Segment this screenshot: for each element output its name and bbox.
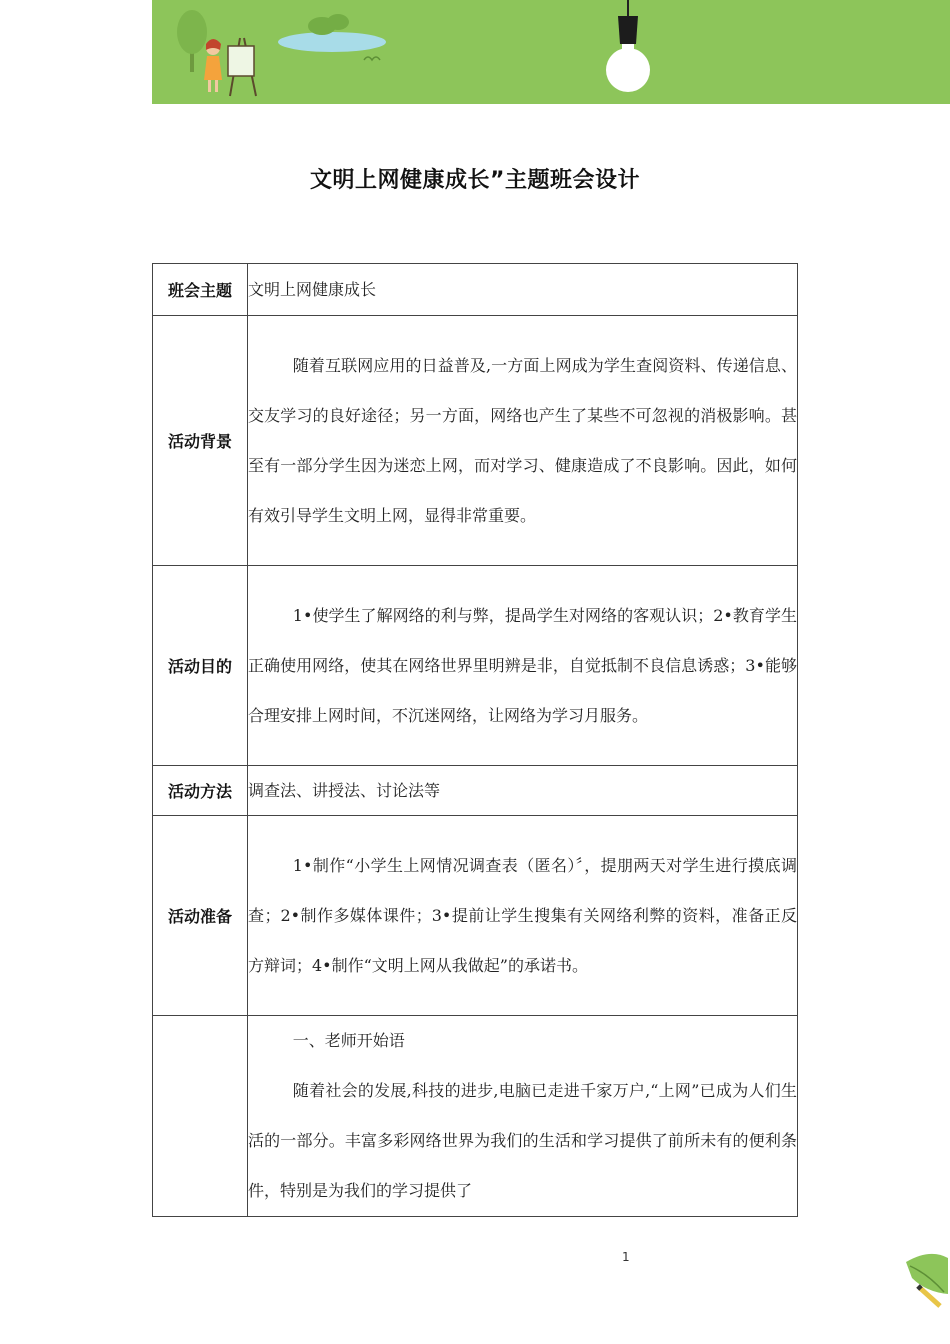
leaf-pencil-icon (900, 1248, 950, 1308)
row-label: 活动目的 (153, 566, 248, 766)
row-content (248, 816, 798, 1016)
row-content (248, 566, 798, 766)
class-meeting-plan-table (152, 263, 798, 1217)
document-title: 文明上网健康成长”主题班会设计 (310, 168, 640, 193)
table-row (153, 316, 798, 566)
row-label: 活动准备 (153, 816, 248, 1016)
table-row (153, 766, 798, 816)
row-content (248, 1016, 798, 1217)
paragraph: 调查法、讲授法、讨论法等 (248, 780, 441, 800)
row-label: 班会主题 (153, 264, 248, 316)
header-banner (152, 0, 950, 104)
row-content (248, 766, 798, 816)
row-content (248, 316, 798, 566)
girl-dress (204, 56, 222, 80)
bulb-socket (618, 16, 638, 44)
paragraph: 1•使学生了解网络的利与弊，提咼学生对网络的客观认识；2•教育学生正确使用网络，使其在网络世界里明辨是非，自觉抵制不良信息诱惑；3•能够合理安排上网时间，不沉迷网络，让网络为学习月服务。 (248, 605, 797, 725)
row-label: 活动方法 (153, 766, 248, 816)
paragraph: 一、老师开始语 (292, 1031, 405, 1050)
paragraph: 1•制作“小学生上网情况调查表（匿名）〞，提朋两天对学生进行摸底调查；2•制作多媒体课件；3•提前让学生搜集有关网络利弊的资料，准备正反方辩词；4•制作“文明上网从我做起”的承诺书。 (248, 855, 797, 975)
paragraph: 随着社会的发展,科技的进步,电脑已走进千家万户,“上网”已成为人们生活的一部分。丰富多彩网络世界为我们的生活和学习提供了前所未有的便利条件，特别是为我们的学习提供了 (248, 1081, 797, 1200)
light-bulb-icon (606, 48, 650, 92)
paragraph: 随着互联网应用的日益普及,一方面上网成为学生查阅资料、传递信息、交友学习的良好途径；另一方面，网络也产生了某些不可忽视的消极影响。甚至有一部分学生因为迷恋上网，而对学习、健康造成了不良影响。因此，如何有效引导学生文明上网，显得非常重要。 (248, 355, 797, 525)
row-label: 活动背景 (153, 316, 248, 566)
row-label (153, 1016, 248, 1217)
table-row (153, 816, 798, 1016)
paragraph: 文明上网健康成长 (248, 279, 377, 299)
table-row (153, 264, 798, 316)
table-row (153, 566, 798, 766)
table-row (153, 1016, 798, 1217)
page-number: 1 (622, 1250, 630, 1264)
banner-illustration (152, 0, 950, 104)
row-content (248, 264, 798, 316)
